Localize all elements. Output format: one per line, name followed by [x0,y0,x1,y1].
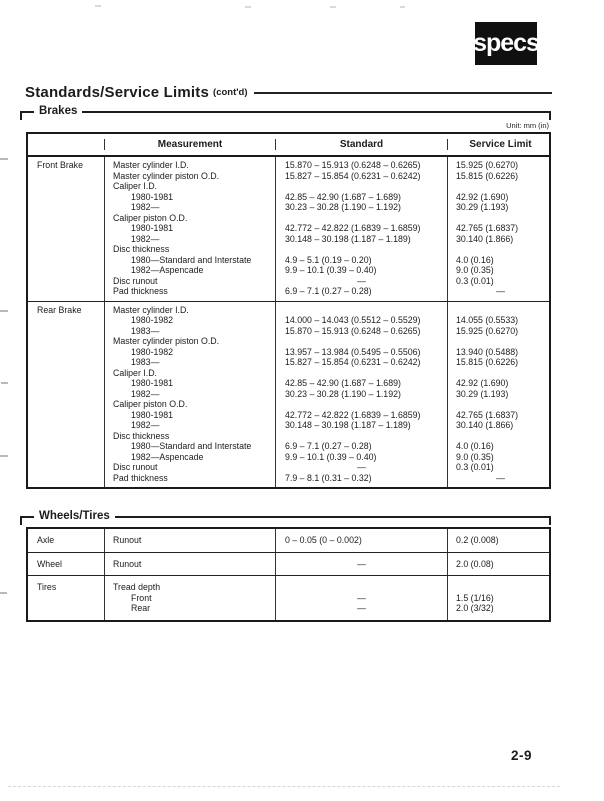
measurement-value: 1980-1981 [131,191,174,202]
measurement-value: 1980—Standard and Interstate [131,441,252,451]
standard-value: 4.9 – 5.1 (0.19 – 0.20) [285,254,372,265]
measurement-value: 1980-1981 [131,223,174,233]
standard-value: 30.148 – 30.198 (1.187 – 1.189) [285,420,411,430]
wheels-tires-section [20,510,551,622]
measurement-value: Disc runout [113,462,158,472]
header-service-limit: Service Limit [447,139,553,150]
standard-value: 0 – 0.05 (0 – 0.002) [285,535,362,545]
service-limit-value [448,244,553,255]
measurement-value: Master cylinder piston O.D. [113,336,220,346]
scan-mark [245,6,251,8]
measurement-cell [104,529,275,552]
standard-value [276,244,447,255]
service-limit-cell [447,529,553,552]
measurement-value: Pad thickness [113,472,168,483]
standard-cell [275,302,447,488]
row-label-cell [28,529,104,552]
service-limit-value [448,368,553,379]
table-group-front-brake [28,157,549,301]
service-limit-value: 15.815 (0.6226) [456,170,519,181]
standard-value: 6.9 – 7.1 (0.27 – 0.28) [285,441,372,451]
service-limit-value [448,181,553,192]
standard-value: — [357,592,366,603]
measurement-value: Disc thickness [113,244,170,254]
service-limit-value: 30.29 (1.193) [456,388,509,399]
service-limit-cell [447,157,553,301]
service-limit-value: 9.0 (0.35) [456,265,494,275]
service-limit-value: 13.940 (0.5488) [456,346,519,357]
standard-value [276,336,447,347]
service-limit-value: 30.140 (1.866) [456,233,514,244]
brakes-table-header [28,134,549,157]
measurement-value: 1982— [131,388,160,399]
standard-value: 9.9 – 10.1 (0.39 – 0.40) [285,451,377,462]
service-limit-cell [447,576,553,620]
measurement-value: 1980-1981 [131,409,174,420]
measurement-value: Disc runout [113,275,158,286]
measurement-value: 1982— [131,233,160,244]
scan-mark [1,382,8,384]
page-title-row [25,84,552,101]
brakes-section-title: Brakes [34,105,82,117]
scan-mark [95,5,101,7]
standard-value [276,305,447,316]
standard-value [276,399,447,410]
page-bottom-edge [8,786,560,787]
standard-value [276,582,447,593]
unit-note: Unit: mm (in) [506,121,549,130]
measurement-value: 1980-1982 [131,346,174,357]
specs-logo-text: specs [473,29,539,57]
service-limit-value [448,399,553,410]
measurement-value: Pad thickness [113,286,168,296]
service-limit-value: 0.3 (0.01) [456,275,494,286]
measurement-value: Master cylinder I.D. [113,304,189,315]
service-limit-value: 42.765 (1.6837) [456,409,519,420]
standard-value: 15.827 – 15.854 (0.6231 – 0.6242) [285,357,421,367]
service-limit-value: — [496,472,505,483]
service-limit-value: 2.0 (0.08) [456,558,494,569]
service-limit-value [448,431,553,442]
table-group-tires [28,575,549,620]
measurement-cell [104,576,275,620]
service-limit-value: 0.3 (0.01) [456,462,494,472]
standard-cell [275,157,447,301]
page-title: Standards/Service Limits [25,84,210,101]
standard-value: 30.23 – 30.28 (1.190 – 1.192) [285,388,401,399]
service-limit-value: 42.92 (1.690) [456,191,509,202]
standard-value: 14.000 – 14.043 (0.5512 – 0.5529) [285,315,421,325]
page-title-contd: (cont'd) [213,87,248,98]
row-label: Tires [37,582,57,592]
scan-mark [330,6,336,8]
service-limit-value: 30.29 (1.193) [456,202,509,212]
standard-value: 15.870 – 15.913 (0.6248 – 0.6265) [285,325,421,336]
measurement-value: Runout [113,558,142,569]
service-limit-value: 2.0 (3/32) [456,603,494,613]
measurement-cell [104,302,275,488]
standard-value: — [357,275,366,286]
service-limit-value: 9.0 (0.35) [456,451,494,462]
measurement-value: 1980-1981 [131,378,174,388]
row-label: Front Brake [37,160,83,170]
measurement-value: Tread depth [113,582,161,592]
service-limit-value: 4.0 (0.16) [456,254,494,265]
measurement-value: 1980-1982 [131,315,174,325]
service-limit-cell [447,553,553,576]
measurement-value: 1982— [131,202,160,212]
row-label-cell [28,157,104,301]
measurement-value: 1983— [131,357,160,367]
standard-cell [275,576,447,620]
header-measurement: Measurement [104,139,275,150]
row-label: Rear Brake [37,304,82,315]
standard-value: 30.23 – 30.28 (1.190 – 1.192) [285,202,401,212]
standard-value: 42.772 – 42.822 (1.6839 – 1.6859) [285,223,421,233]
service-limit-value: 42.92 (1.690) [456,378,509,388]
measurement-cell [104,157,275,301]
standard-value: — [357,603,366,613]
scan-mark [0,158,8,160]
table-group-axle [28,529,549,552]
title-rule [254,92,553,94]
row-label: Axle [37,535,55,545]
standard-value [276,213,447,224]
measurement-value: Runout [113,535,142,545]
wheels-tires-table [26,527,551,622]
scan-mark [400,6,405,8]
row-label-cell [28,302,104,488]
row-label-cell [28,553,104,576]
standard-value: 15.870 – 15.913 (0.6248 – 0.6265) [285,160,421,170]
measurement-value: Master cylinder piston O.D. [113,170,220,181]
standard-value [276,181,447,192]
standard-value: 42.85 – 42.90 (1.687 – 1.689) [285,378,401,388]
measurement-value: Caliper piston O.D. [113,399,188,409]
measurement-value: Rear [131,603,151,613]
standard-value [276,368,447,379]
service-limit-value: 42.765 (1.6837) [456,223,519,233]
service-limit-value: 15.925 (0.6270) [456,160,519,170]
standard-value: 13.957 – 13.984 (0.5495 – 0.5506) [285,346,421,357]
service-limit-value: 0.2 (0.008) [456,535,499,545]
page-number: 2-9 [511,748,533,763]
standard-value: 30.148 – 30.198 (1.187 – 1.189) [285,233,411,244]
service-limit-value: 14.055 (0.5533) [456,315,519,325]
standard-value: 9.9 – 10.1 (0.39 – 0.40) [285,265,377,275]
measurement-value: Master cylinder I.D. [113,160,189,170]
service-limit-value: — [496,286,505,296]
measurement-value: 1983— [131,325,160,336]
service-limit-cell [447,302,553,488]
table-group-wheel [28,552,549,576]
standard-value: — [357,558,366,569]
standard-value: — [357,462,366,472]
service-limit-value: 1.5 (1/16) [456,592,494,603]
measurement-value: Disc thickness [113,430,170,441]
measurement-value: Caliper I.D. [113,367,157,378]
standard-value: 15.827 – 15.854 (0.6231 – 0.6242) [285,170,421,181]
measurement-value: 1982— [131,420,160,430]
service-limit-value [448,213,553,224]
standard-value: 6.9 – 7.1 (0.27 – 0.28) [285,286,372,296]
scan-mark [0,310,8,312]
service-limit-value: 15.815 (0.6226) [456,357,519,367]
scan-mark [0,592,7,594]
measurement-value: 1982—Aspencade [131,265,204,275]
brakes-section-head [20,105,551,120]
measurement-value: Front [131,592,152,603]
wheels-section-head [20,510,551,525]
table-group-rear-brake [28,301,549,488]
service-limit-value: 15.925 (0.6270) [456,325,519,336]
standard-value: 42.85 – 42.90 (1.687 – 1.689) [285,191,401,202]
measurement-cell [104,553,275,576]
row-label-cell [28,576,104,620]
service-limit-value: 4.0 (0.16) [456,441,494,451]
service-limit-value: 30.140 (1.866) [456,420,514,430]
standard-value [276,431,447,442]
service-limit-value [448,305,553,316]
standard-cell [275,553,447,576]
wheels-section-title: Wheels/Tires [34,510,115,522]
measurement-value: Caliper piston O.D. [113,212,188,223]
brakes-section [20,105,551,489]
standard-value: 7.9 – 8.1 (0.31 – 0.32) [285,472,372,483]
row-label: Wheel [37,558,62,569]
standard-value: 42.772 – 42.822 (1.6839 – 1.6859) [285,409,421,420]
header-standard: Standard [275,139,447,150]
service-limit-value [448,336,553,347]
measurement-value: 1982—Aspencade [131,451,204,462]
service-limit-value [448,582,553,593]
measurement-value: 1980—Standard and Interstate [131,254,252,265]
specs-logo [475,22,537,65]
measurement-value: Caliper I.D. [113,181,157,191]
standard-cell [275,529,447,552]
brakes-table [26,132,551,489]
scan-mark [0,455,8,457]
